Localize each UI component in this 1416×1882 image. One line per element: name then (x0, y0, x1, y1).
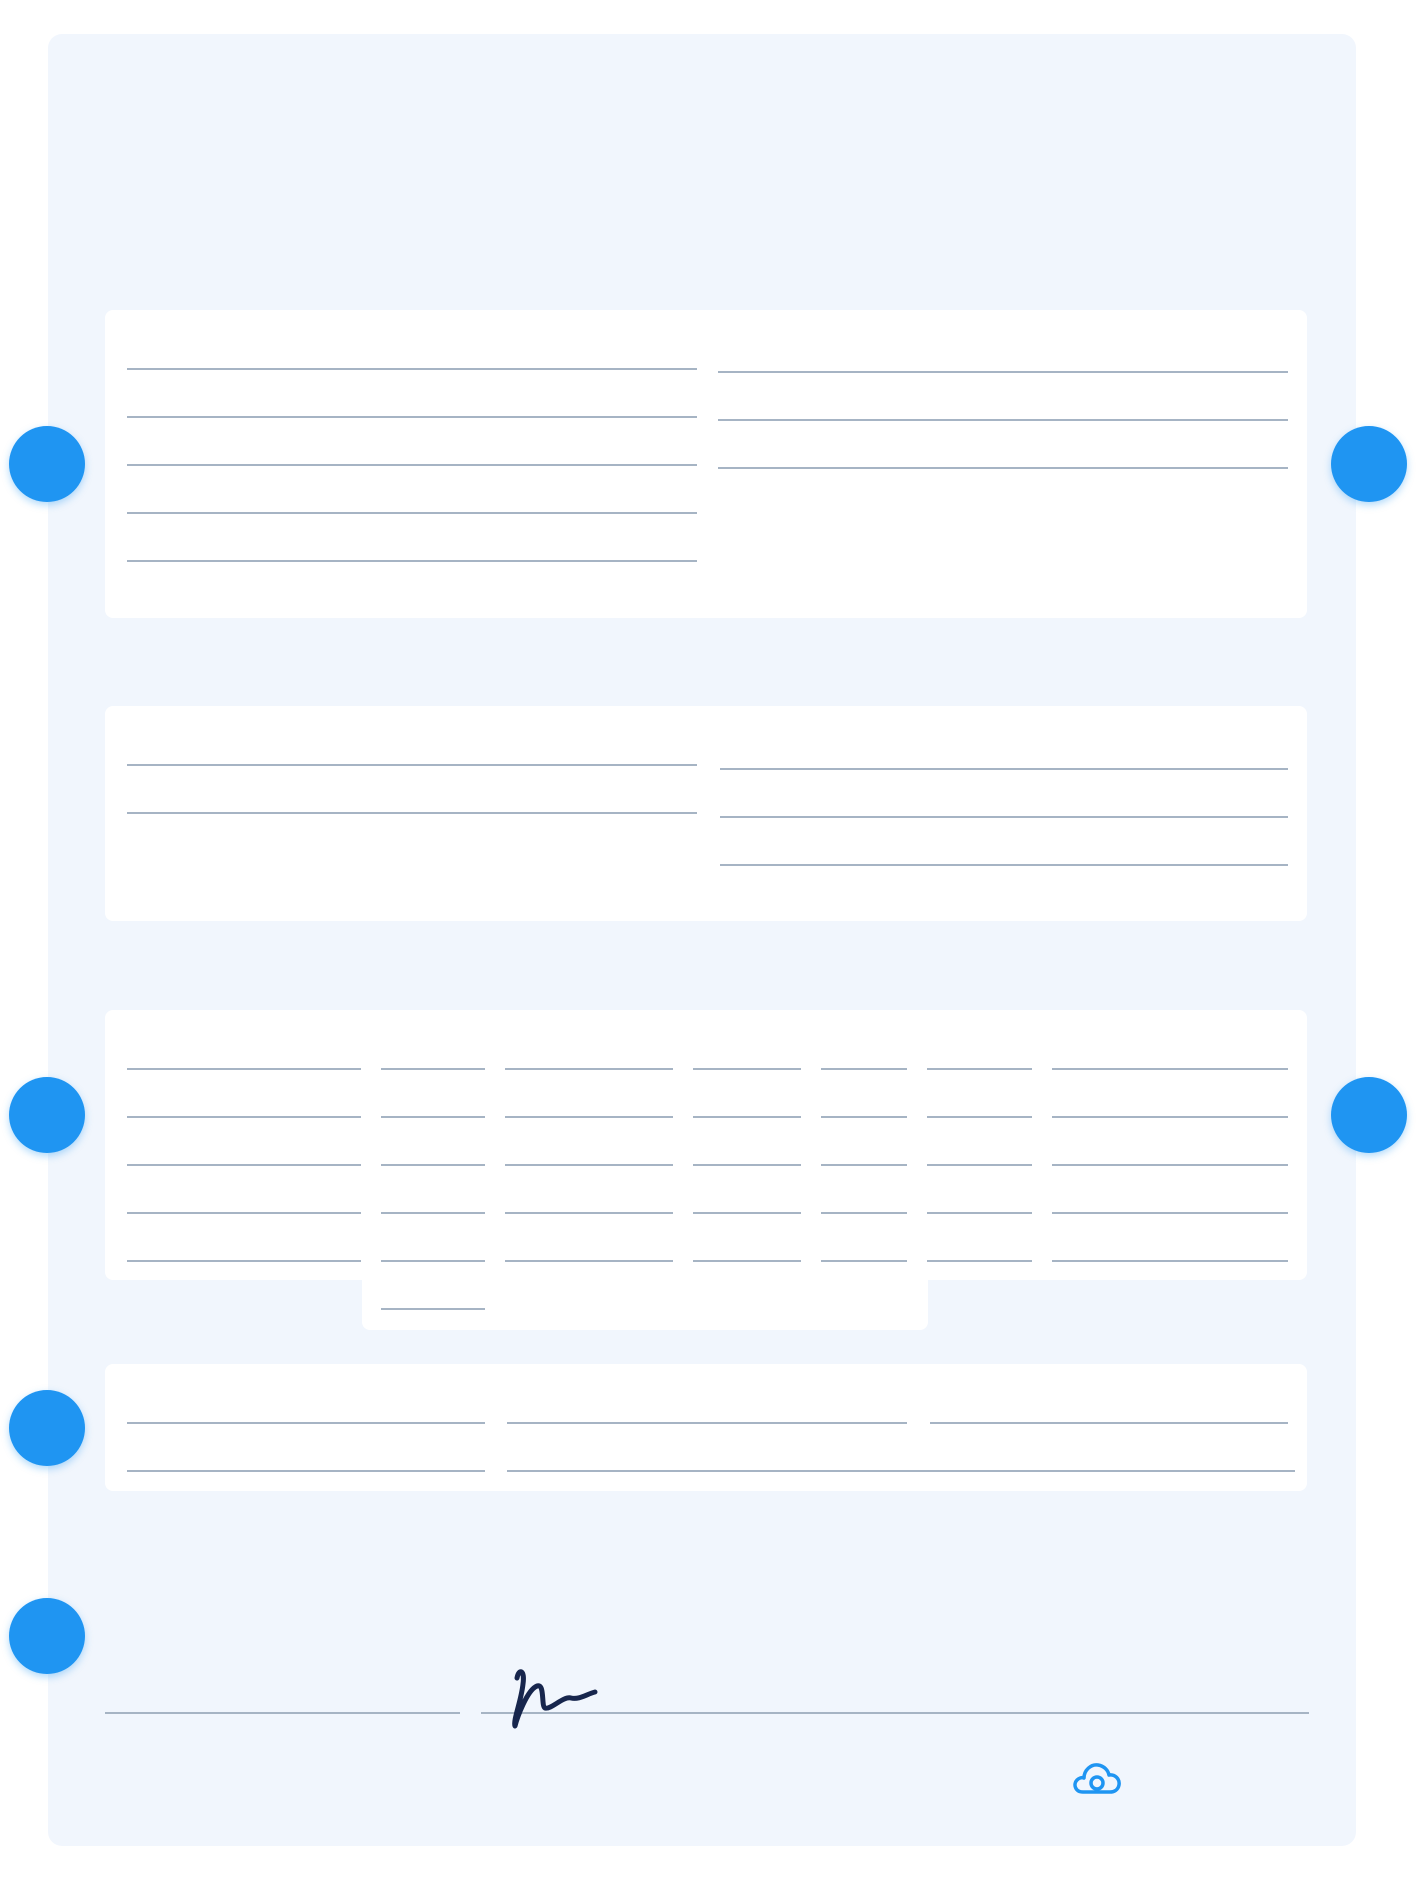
factuur-row (127, 1422, 485, 1472)
cell-value (821, 1116, 907, 1166)
cell-description (127, 1212, 361, 1262)
cell-hs-code (927, 1068, 1032, 1118)
office-row (930, 1374, 1288, 1424)
incoterm-row (507, 1374, 907, 1424)
total-label (381, 1260, 485, 1310)
column-header-value (821, 1020, 907, 1070)
from-vat-row (718, 323, 1288, 373)
from-postal-row (127, 464, 697, 514)
date-field[interactable] (105, 1664, 460, 1714)
cell-currency (693, 1164, 801, 1214)
step-badge-6 (9, 1598, 85, 1674)
cell-country-of-origin (1052, 1212, 1288, 1262)
from-inbound-vat-row (718, 419, 1288, 469)
cell-currency (693, 1212, 801, 1262)
column-header-description (127, 1020, 361, 1070)
cell-quantity (381, 1212, 485, 1262)
step-badge-4 (9, 1077, 85, 1153)
step-badge-2 (1331, 426, 1407, 502)
from-eori-row (718, 371, 1288, 421)
to-business-row (127, 764, 697, 814)
to-street-row (720, 720, 1288, 770)
to-country-row (720, 864, 1288, 912)
to-city-row (720, 816, 1288, 866)
cell-currency (693, 1116, 801, 1166)
step-badge-3 (9, 1390, 85, 1466)
column-header-currency (693, 1020, 801, 1070)
column-header-net-weight (505, 1020, 673, 1070)
declaration-page (48, 34, 1356, 1846)
from-city-row (127, 512, 697, 562)
cell-value (821, 1212, 907, 1262)
track-trace-row (507, 1422, 1295, 1472)
cell-quantity (381, 1164, 485, 1214)
from-business-row (127, 368, 697, 418)
signature-mark (509, 1664, 599, 1730)
step-badge-5 (1331, 1077, 1407, 1153)
cell-net-weight (505, 1164, 673, 1214)
from-street-row (127, 416, 697, 466)
step-badge-1 (9, 426, 85, 502)
to-telephone-row (127, 816, 697, 864)
cell-hs-code (927, 1212, 1032, 1262)
to-name-row (127, 716, 697, 766)
cell-hs-code (927, 1164, 1032, 1214)
cell-net-weight (505, 1212, 673, 1262)
cell-description (127, 1164, 361, 1214)
cell-value (821, 1164, 907, 1214)
cell-hs-code (927, 1116, 1032, 1166)
cell-quantity (381, 1068, 485, 1118)
cell-value (821, 1068, 907, 1118)
from-country-row (127, 560, 697, 608)
cell-quantity (381, 1116, 485, 1166)
cell-net-weight (505, 1116, 673, 1166)
signature-field[interactable] (481, 1664, 1309, 1714)
cell-currency (693, 1068, 801, 1118)
cell-country-of-origin (1052, 1068, 1288, 1118)
cell-country-of-origin (1052, 1164, 1288, 1214)
category-row (127, 1374, 485, 1424)
column-header-quantity (381, 1020, 485, 1070)
column-header-country-of-origin (1052, 1020, 1288, 1070)
cell-description (127, 1068, 361, 1118)
column-header-hs-code (927, 1020, 1032, 1070)
from-name-row (127, 320, 697, 370)
cell-net-weight (505, 1068, 673, 1118)
cell-country-of-origin (1052, 1116, 1288, 1166)
cell-description (127, 1116, 361, 1166)
sendcloud-logo-icon (1071, 1760, 1123, 1796)
to-postal-row (720, 768, 1288, 818)
from-inbound-eori-row (718, 467, 1288, 515)
